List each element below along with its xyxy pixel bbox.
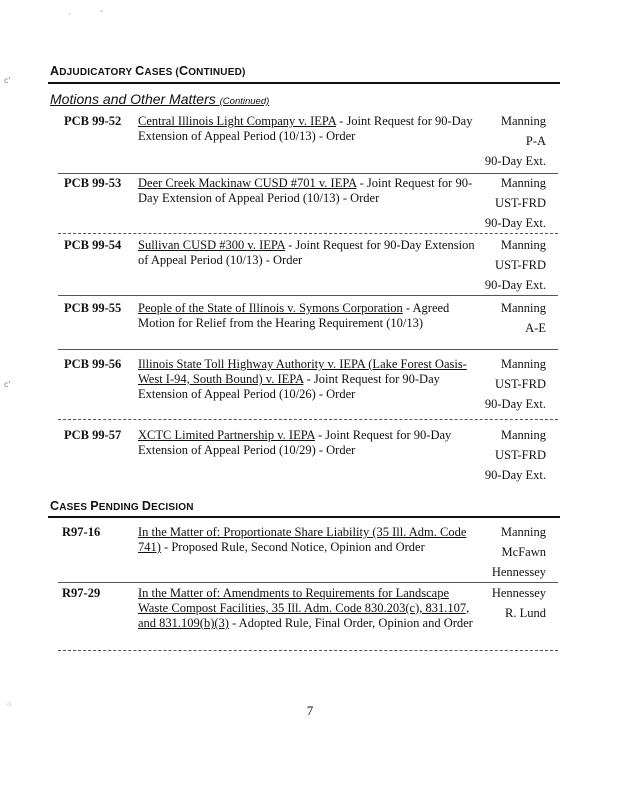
case-number: PCB 99-54 (64, 238, 122, 252)
case-type: UST-FRD (495, 377, 546, 391)
case-assignment (456, 586, 546, 624)
case-assignment (456, 238, 546, 295)
entry-divider (58, 349, 558, 350)
case-note: 90-Day Ext. (484, 215, 546, 230)
case-number: PCB 99-57 (64, 428, 122, 442)
entry-divider (58, 419, 558, 420)
page-number: 7 (306, 703, 314, 718)
board-member: Manning (500, 238, 546, 252)
case-action: - Joint Request for 90-Day Extension of Appeal Period (10/29) - Order (138, 428, 452, 457)
scan-mark: c' (4, 76, 11, 85)
case-description (138, 428, 476, 458)
case-title: In the Matter of: Proportionate Share Liability (35 Ill. Adm. Code 741) (138, 525, 467, 554)
case-title: Illinois State Toll Highway Authority v. IEPA (Lake Forest Oasis-West I-94, South Bound) v. IEPA (138, 357, 467, 386)
case-assignment (456, 428, 546, 485)
scan-mark: ⁘ (6, 700, 13, 709)
case-action: - Adopted Rule, Final Order, Opinion and Order (228, 616, 473, 630)
entry-divider (58, 173, 558, 174)
board-member: Manning (500, 176, 546, 190)
subsection-heading-motions: Motions and Other Matters (Continued) (50, 91, 270, 107)
board-member: Manning (500, 525, 546, 539)
case-type: A-E (525, 321, 546, 335)
case-type: UST-FRD (495, 196, 546, 210)
board-member: Manning (500, 357, 546, 371)
case-note: 90-Day Ext. (484, 396, 546, 411)
board-member: Hennessey (491, 586, 546, 600)
case-type: UST-FRD (495, 258, 546, 272)
case-description (138, 114, 476, 144)
case-description (138, 525, 476, 555)
case-description (138, 586, 476, 631)
case-title: Central Illinois Light Company v. IEPA (138, 114, 337, 128)
case-assignment (456, 114, 546, 171)
board-member: R. Lund (505, 606, 546, 620)
case-action: - Joint Request for 90-Day Extension of Appeal Period (10/13) - Order (138, 114, 473, 143)
case-number: PCB 99-53 (64, 176, 122, 190)
entry-divider (58, 295, 558, 296)
board-member: McFawn (501, 545, 546, 559)
case-action: - Agreed Motion for Relief from the Hearing Requirement (10/13) (138, 301, 450, 330)
section-rule (48, 82, 560, 84)
case-title: Deer Creek Mackinaw CUSD #701 v. IEPA (138, 176, 357, 190)
case-number: PCB 99-56 (64, 357, 122, 371)
case-action: - Joint Request for 90-Day Extension of Appeal Period (10/26) - Order (138, 372, 440, 401)
entry-divider (58, 582, 558, 583)
case-type: P-A (525, 134, 546, 148)
board-member: Manning (500, 301, 546, 315)
board-member: Hennessey (491, 564, 546, 579)
case-description (138, 238, 476, 268)
case-type: UST-FRD (495, 448, 546, 462)
case-note: 90-Day Ext. (484, 277, 546, 292)
board-member: Manning (500, 114, 546, 128)
board-member: Manning (500, 428, 546, 442)
case-number: R97-29 (62, 586, 101, 600)
section-heading-cases-pending-decision: CASES PENDING DECISION (50, 499, 194, 513)
case-description (138, 357, 476, 402)
scan-mark: ` (100, 10, 104, 19)
case-action: - Joint Request for 90-Day Extension of Appeal Period (10/13) - Order (138, 176, 473, 205)
case-assignment (456, 176, 546, 233)
case-action: - Proposed Rule, Second Notice, Opinion and Order (160, 540, 425, 554)
section-rule (48, 516, 560, 518)
case-note: 90-Day Ext. (484, 467, 546, 482)
entry-divider (58, 650, 558, 651)
scan-mark: · (68, 10, 71, 19)
case-assignment (456, 525, 546, 582)
case-action: - Joint Request for 90-Day Extension of Appeal Period (10/13) - Order (138, 238, 475, 267)
section-heading-adjudicatory-cases: ADJUDICATORY CASES (CONTINUED) (50, 64, 246, 78)
case-note: 90-Day Ext. (484, 153, 546, 168)
case-number: PCB 99-52 (64, 114, 122, 128)
scan-mark: c' (4, 380, 11, 389)
case-assignment (456, 357, 546, 414)
case-title: XCTC Limited Partnership v. IEPA (138, 428, 315, 442)
case-number: PCB 99-55 (64, 301, 122, 315)
case-title: People of the State of Illinois v. Symons Corporation (138, 301, 403, 315)
case-title: In the Matter of: Amendments to Requirements for Landscape Waste Compost Facilities, 35 Ill. Adm. Code 830.203(c), 831.107, and 831.109(b)(3) (138, 586, 470, 630)
case-description (138, 176, 476, 206)
case-description (138, 301, 476, 331)
entry-divider (58, 233, 558, 234)
case-assignment (456, 301, 546, 339)
case-number: R97-16 (62, 525, 101, 539)
case-title: Sullivan CUSD #300 v. IEPA (138, 238, 286, 252)
